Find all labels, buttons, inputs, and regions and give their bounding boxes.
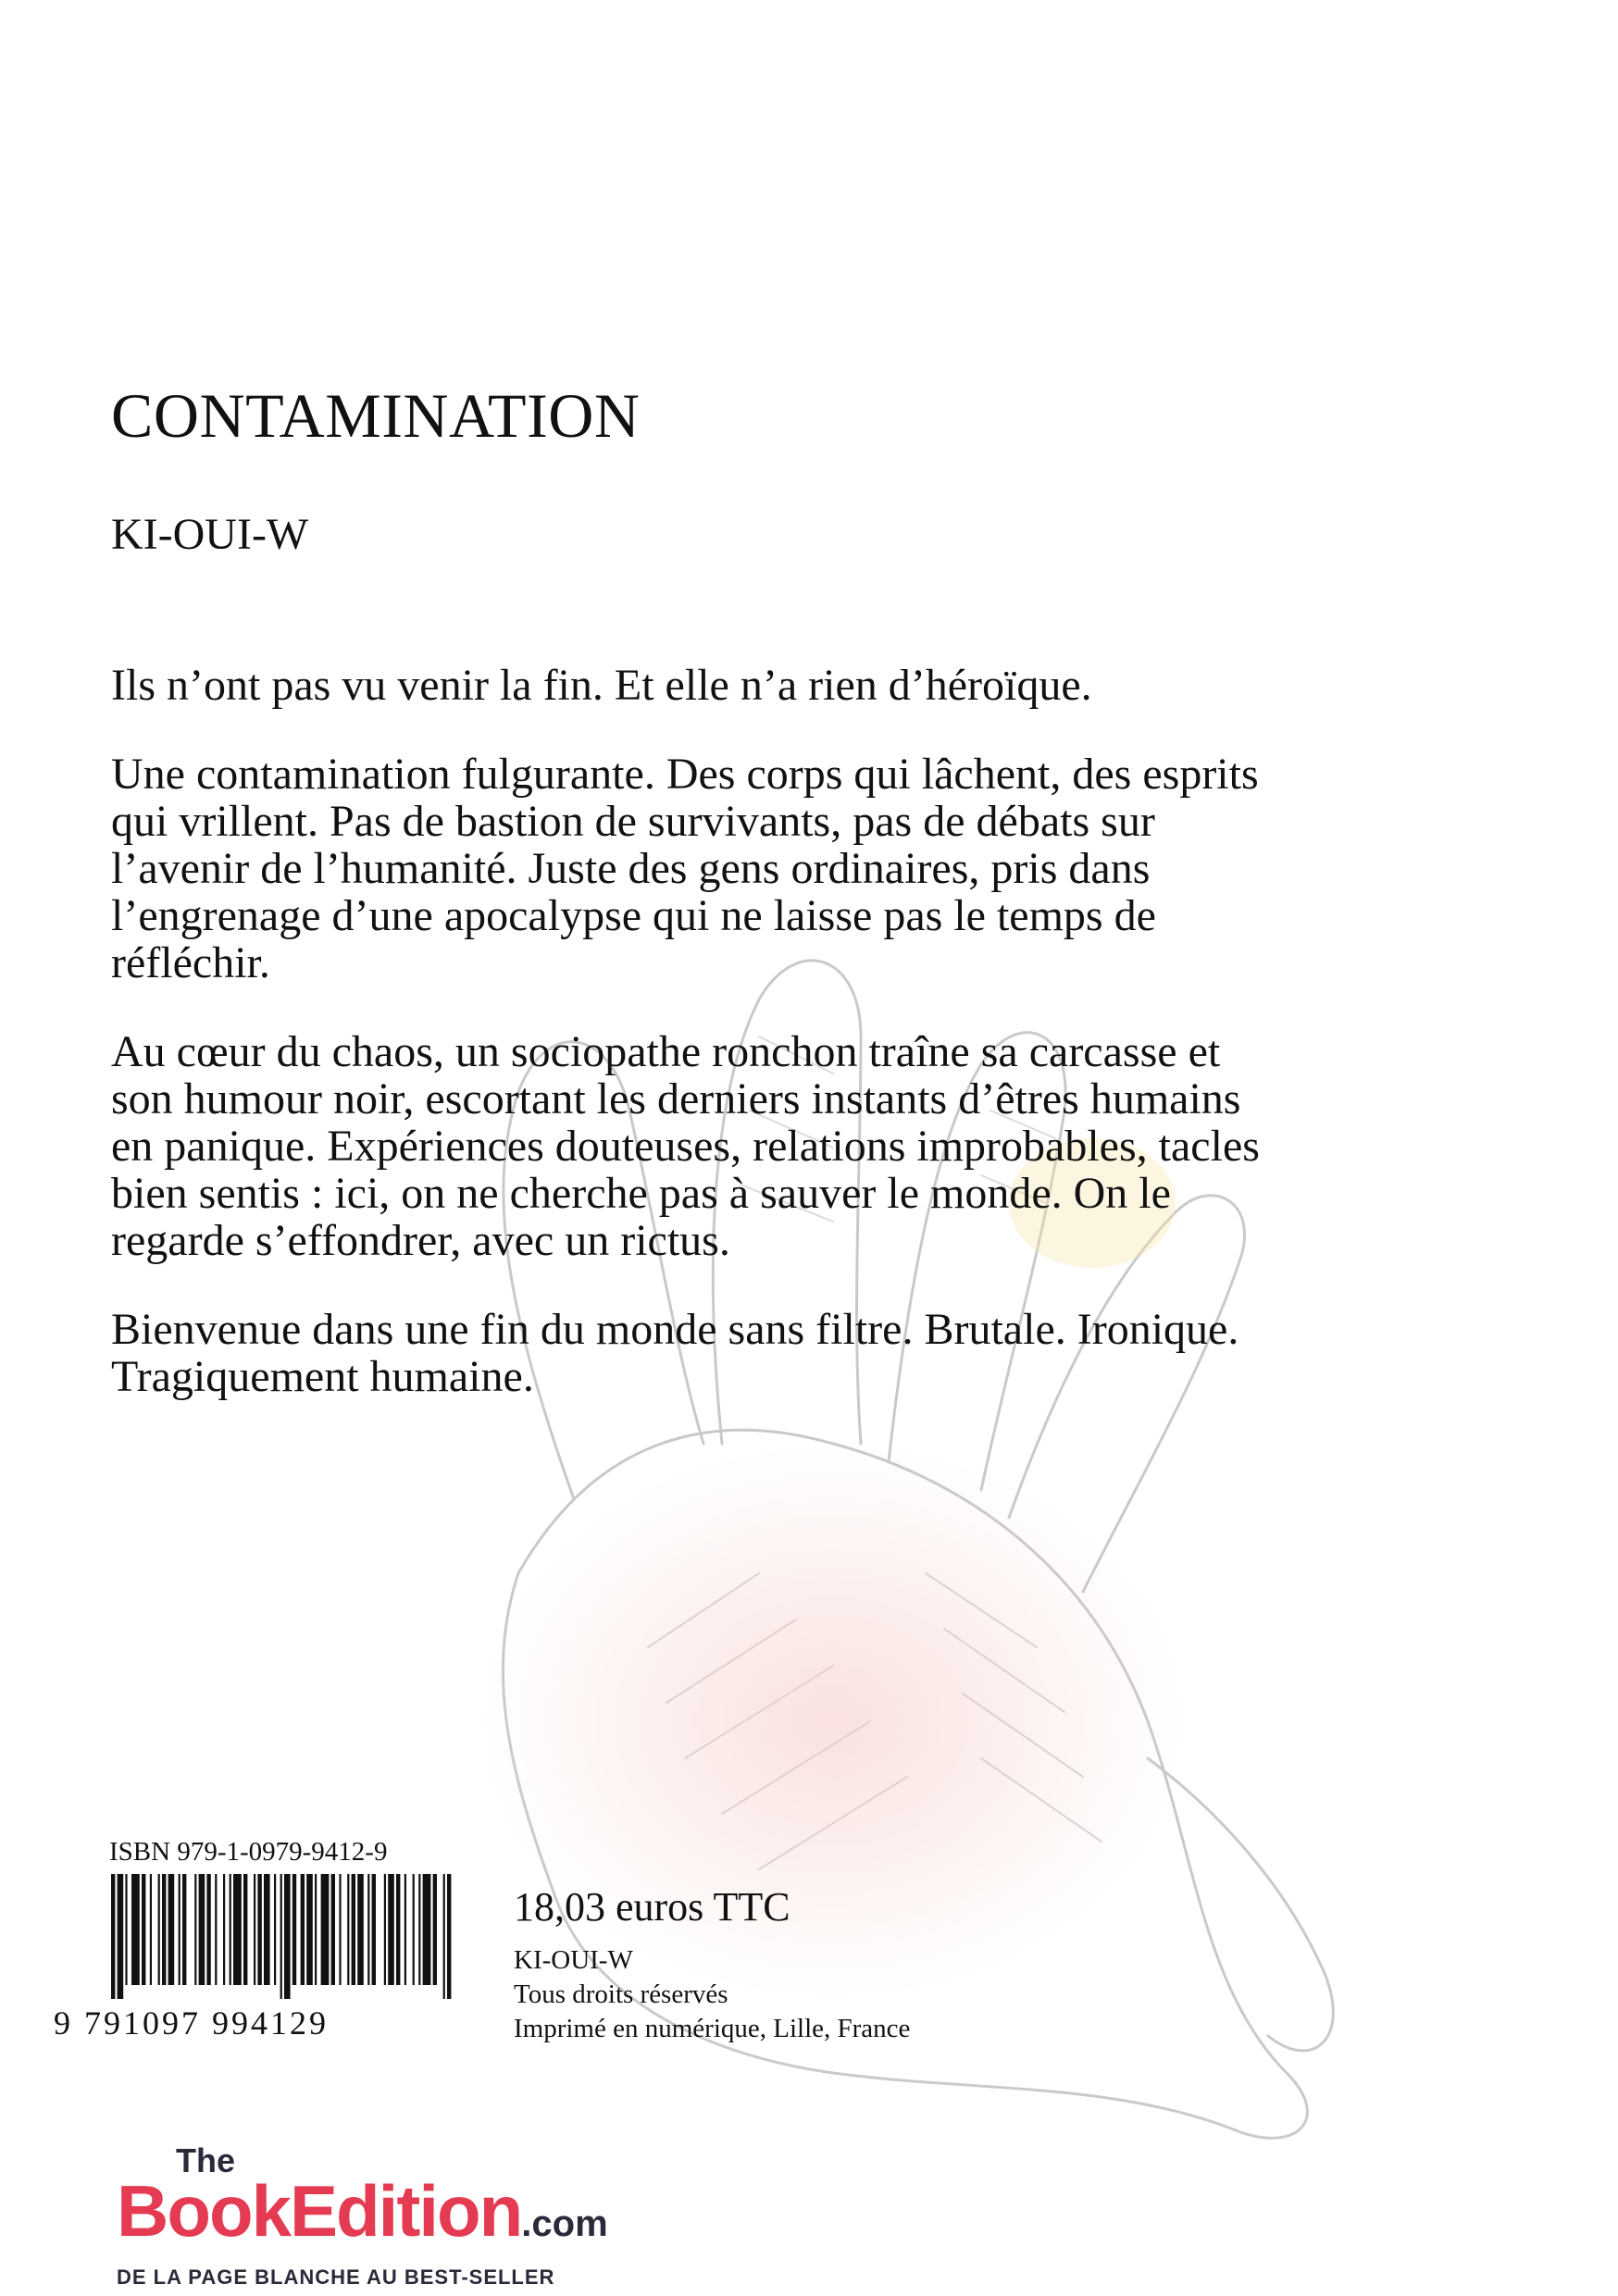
barcode-bar: [352, 1874, 355, 1985]
barcode-bar: [396, 1874, 400, 1985]
barcode-bar: [372, 1874, 376, 1985]
blurb-paragraph: Bienvenue dans une fin du monde sans filtre. Brutale. Ironique. Tragiquement humaine.: [111, 1305, 1239, 1401]
publisher: KI-OUI-W: [514, 1945, 633, 1975]
rights: Tous droits réservés: [514, 1980, 728, 2009]
barcode-bar: [230, 1874, 231, 1985]
barcode-bar: [284, 1874, 291, 1999]
barcode-bar: [315, 1874, 317, 1985]
barcode-bar: [182, 1874, 186, 1985]
barcode-bar: [179, 1874, 180, 1985]
barcode-bar: [357, 1874, 364, 1985]
logo-main-text: BookEdition: [117, 2170, 522, 2252]
barcode-bar: [292, 1874, 296, 1985]
barcode-bar: [404, 1874, 406, 1985]
barcode-bar: [280, 1874, 282, 1999]
barcode-bar: [199, 1874, 205, 1985]
barcode-bar: [301, 1874, 305, 1985]
barcode-bar: [243, 1874, 247, 1985]
barcode-bar: [433, 1874, 437, 1985]
logo-domain: .com: [521, 2203, 608, 2244]
barcode-bar: [223, 1874, 225, 1985]
barcode-bar: [367, 1874, 369, 1985]
barcode-bar: [162, 1874, 166, 1985]
back-cover-blurb: [111, 662, 1268, 1442]
colophon: [514, 1943, 910, 2046]
barcode-bar: [418, 1874, 420, 1985]
barcode-bar: [339, 1874, 341, 1985]
barcode-bar: [347, 1874, 349, 1985]
barcode-bar: [125, 1874, 127, 1985]
barcode-bar: [384, 1874, 386, 1985]
book-author: KI-OUI-W: [111, 510, 309, 559]
barcode-bar: [206, 1874, 210, 1985]
barcode-bar: [150, 1874, 152, 1985]
barcode-bar: [111, 1874, 115, 1999]
book-title: CONTAMINATION: [111, 380, 641, 451]
barcode-bar: [423, 1874, 431, 1985]
logo-tagline: DE LA PAGE BLANCHE AU BEST-SELLER: [117, 2265, 555, 2289]
barcode-bar: [168, 1874, 175, 1985]
barcode-bar: [306, 1874, 313, 1985]
barcode-bar: [388, 1874, 394, 1985]
barcode-bar: [118, 1874, 124, 1999]
barcode-bar: [194, 1874, 196, 1985]
barcode-bar: [331, 1874, 335, 1985]
blurb-paragraph: Une contamination fulgurante. Des corps qui lâchent, des esprits qui vrillent. Pas de bastion de survivants, pas de débats sur l’avenir de l’humanité. Juste des gens ordinaires, pris dans l’engrenage d’une apocalypse qui ne laisse pas le temps de réfléchir.: [111, 750, 1259, 987]
barcode-bar: [274, 1874, 276, 1985]
barcode-bar: [215, 1874, 217, 1985]
barcode-bar: [264, 1874, 270, 1985]
barcode-bar: [257, 1874, 261, 1985]
barcode-bar: [447, 1874, 451, 1999]
barcode-bar: [443, 1874, 445, 1999]
barcode-digits: 9 791097 994129: [54, 2004, 329, 2042]
barcode-bar: [413, 1874, 415, 1985]
price: 18,03 euros TTC: [514, 1884, 790, 1930]
barcode-bar: [158, 1874, 160, 1985]
printing-location: Imprimé en numérique, Lille, France: [514, 2014, 911, 2043]
barcode-bar: [142, 1874, 145, 1985]
barcode-bar: [321, 1874, 330, 1985]
barcode-bar: [233, 1874, 242, 1985]
bookedition-logo: [117, 2141, 608, 2290]
barcode-bar: [254, 1874, 255, 1985]
blurb-paragraph: Au cœur du chaos, un sociopathe ronchon traîne sa carcasse et son humour noir, escortant les derniers instants d’êtres humains en panique. Expériences douteuses, relations improbables, tacles bien sentis : ici, on ne cherche pas à sauver le monde. On le regarde s’effondrer, avec un rictus.: [111, 1027, 1260, 1265]
logo-the: The: [176, 2141, 236, 2179]
blurb-paragraph: Ils n’ont pas vu venir la fin. Et elle n’a rien d’héroïque.: [111, 661, 1092, 710]
isbn-label: ISBN 979-1-0979-9412-9: [109, 1837, 388, 1867]
logo-wordmark: [117, 2170, 608, 2260]
barcode-bar: [131, 1874, 140, 1985]
barcode-icon: [109, 1874, 452, 1999]
